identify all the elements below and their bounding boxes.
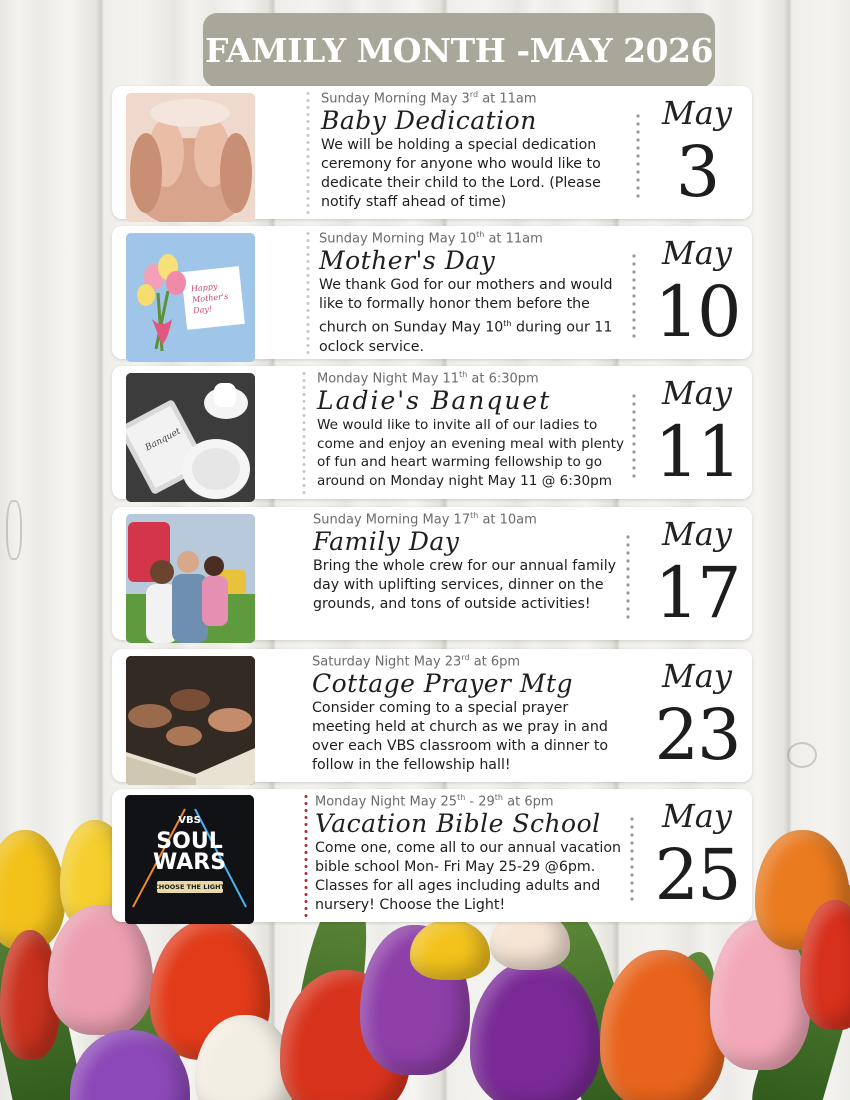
event-title: Vacation Bible School xyxy=(315,809,601,839)
event-time: Sunday Morning May 10th at 11am xyxy=(319,230,543,247)
event-card-family-day xyxy=(112,507,752,640)
dotted-divider xyxy=(630,815,634,905)
event-day: 25 xyxy=(654,834,740,916)
wood-knot-decoration xyxy=(6,500,22,560)
dotted-divider xyxy=(632,252,636,342)
soul-wars-vbs-logo xyxy=(125,795,254,924)
event-day: 3 xyxy=(675,131,719,213)
vbs-logo-line1: SOUL xyxy=(156,829,223,854)
event-description: Bring the whole crew for our annual family day with uplifting services, dinner on the grounds, and tons of outside activities! xyxy=(313,558,617,613)
event-time: Sunday Morning May 3rd at 11am xyxy=(321,90,537,107)
event-day: 10 xyxy=(654,271,740,353)
event-time: Saturday Night May 23rd at 6pm xyxy=(312,653,521,670)
event-card-ladies-banquet xyxy=(112,366,752,499)
event-card-baby-dedication xyxy=(112,86,752,219)
dotted-divider xyxy=(306,230,310,355)
event-description: Consider coming to a special prayer meeting held at church as we pray in and over each VBS classroom with a dinner to follow in the fellowship hall! xyxy=(312,700,609,774)
event-title: Cottage Prayer Mtg xyxy=(312,669,574,699)
event-time: Monday Night May 11th at 6:30pm xyxy=(317,370,539,387)
banquet-tablet-text: Banquet xyxy=(143,426,183,454)
event-month: May xyxy=(662,797,732,835)
event-title: Baby Dedication xyxy=(321,106,537,136)
event-card-vbs xyxy=(112,789,752,922)
event-month: May xyxy=(662,94,732,132)
event-time: Sunday Morning May 17th at 10am xyxy=(313,511,537,528)
event-description: Come one, come all to our annual vacation bible school Mon- Fri May 25-29 @6pm. Classes for all ages including adults and nursery! Choose the Light! xyxy=(315,840,622,914)
event-card-cottage-prayer xyxy=(112,649,752,782)
event-title: Mother's Day xyxy=(319,246,496,276)
vbs-logo-top: VBS xyxy=(178,815,201,826)
dotted-divider xyxy=(636,112,640,202)
page-title: FAMILY MONTH -MAY 2026 xyxy=(205,30,713,70)
mothers-day-note-text: Happy Mother's Day! xyxy=(190,281,229,316)
baby-feet-in-hands-photo xyxy=(126,93,255,222)
dotted-divider xyxy=(302,370,306,495)
event-description: We thank God for our mothers and would like to formally honor them before the church on Sunday May 10th during our 11 oclock service. xyxy=(319,277,613,356)
dotted-divider xyxy=(632,392,636,482)
title-banner xyxy=(203,13,715,87)
event-month: May xyxy=(662,234,732,272)
vbs-logo-line2: WARS xyxy=(152,850,227,875)
event-title: Family Day xyxy=(313,527,460,557)
banquet-table-setting-photo xyxy=(126,373,255,502)
event-month: May xyxy=(662,515,732,553)
event-description: We would like to invite all of our ladies to come and enjoy an evening meal with plenty of fun and heart warming fellowship to go around on Monday night May 11 @ 6:30pm xyxy=(317,417,625,489)
event-month: May xyxy=(662,374,732,412)
family-outdoors-photo xyxy=(126,514,255,643)
event-day: 23 xyxy=(654,694,740,776)
event-day: 11 xyxy=(654,411,740,493)
dotted-divider xyxy=(304,793,308,918)
dotted-divider xyxy=(626,533,630,623)
praying-hands-on-bible-photo xyxy=(126,656,255,785)
wood-knot-decoration xyxy=(787,742,817,768)
event-description: We will be holding a special dedication ceremony for anyone who would like to dedicate their child to the Lord. (Please notify staff ahead of time) xyxy=(321,137,601,211)
event-card-mothers-day xyxy=(112,226,752,359)
event-time: Monday Night May 25th - 29th at 6pm xyxy=(315,793,554,810)
event-month: May xyxy=(662,657,732,695)
event-title: Ladie's Banquet xyxy=(317,386,552,416)
vbs-logo-tagline: CHOOSE THE LIGHT xyxy=(154,883,225,891)
tulips-and-mothers-day-note-photo xyxy=(126,233,255,362)
event-day: 17 xyxy=(654,552,740,634)
dotted-divider xyxy=(306,90,310,215)
